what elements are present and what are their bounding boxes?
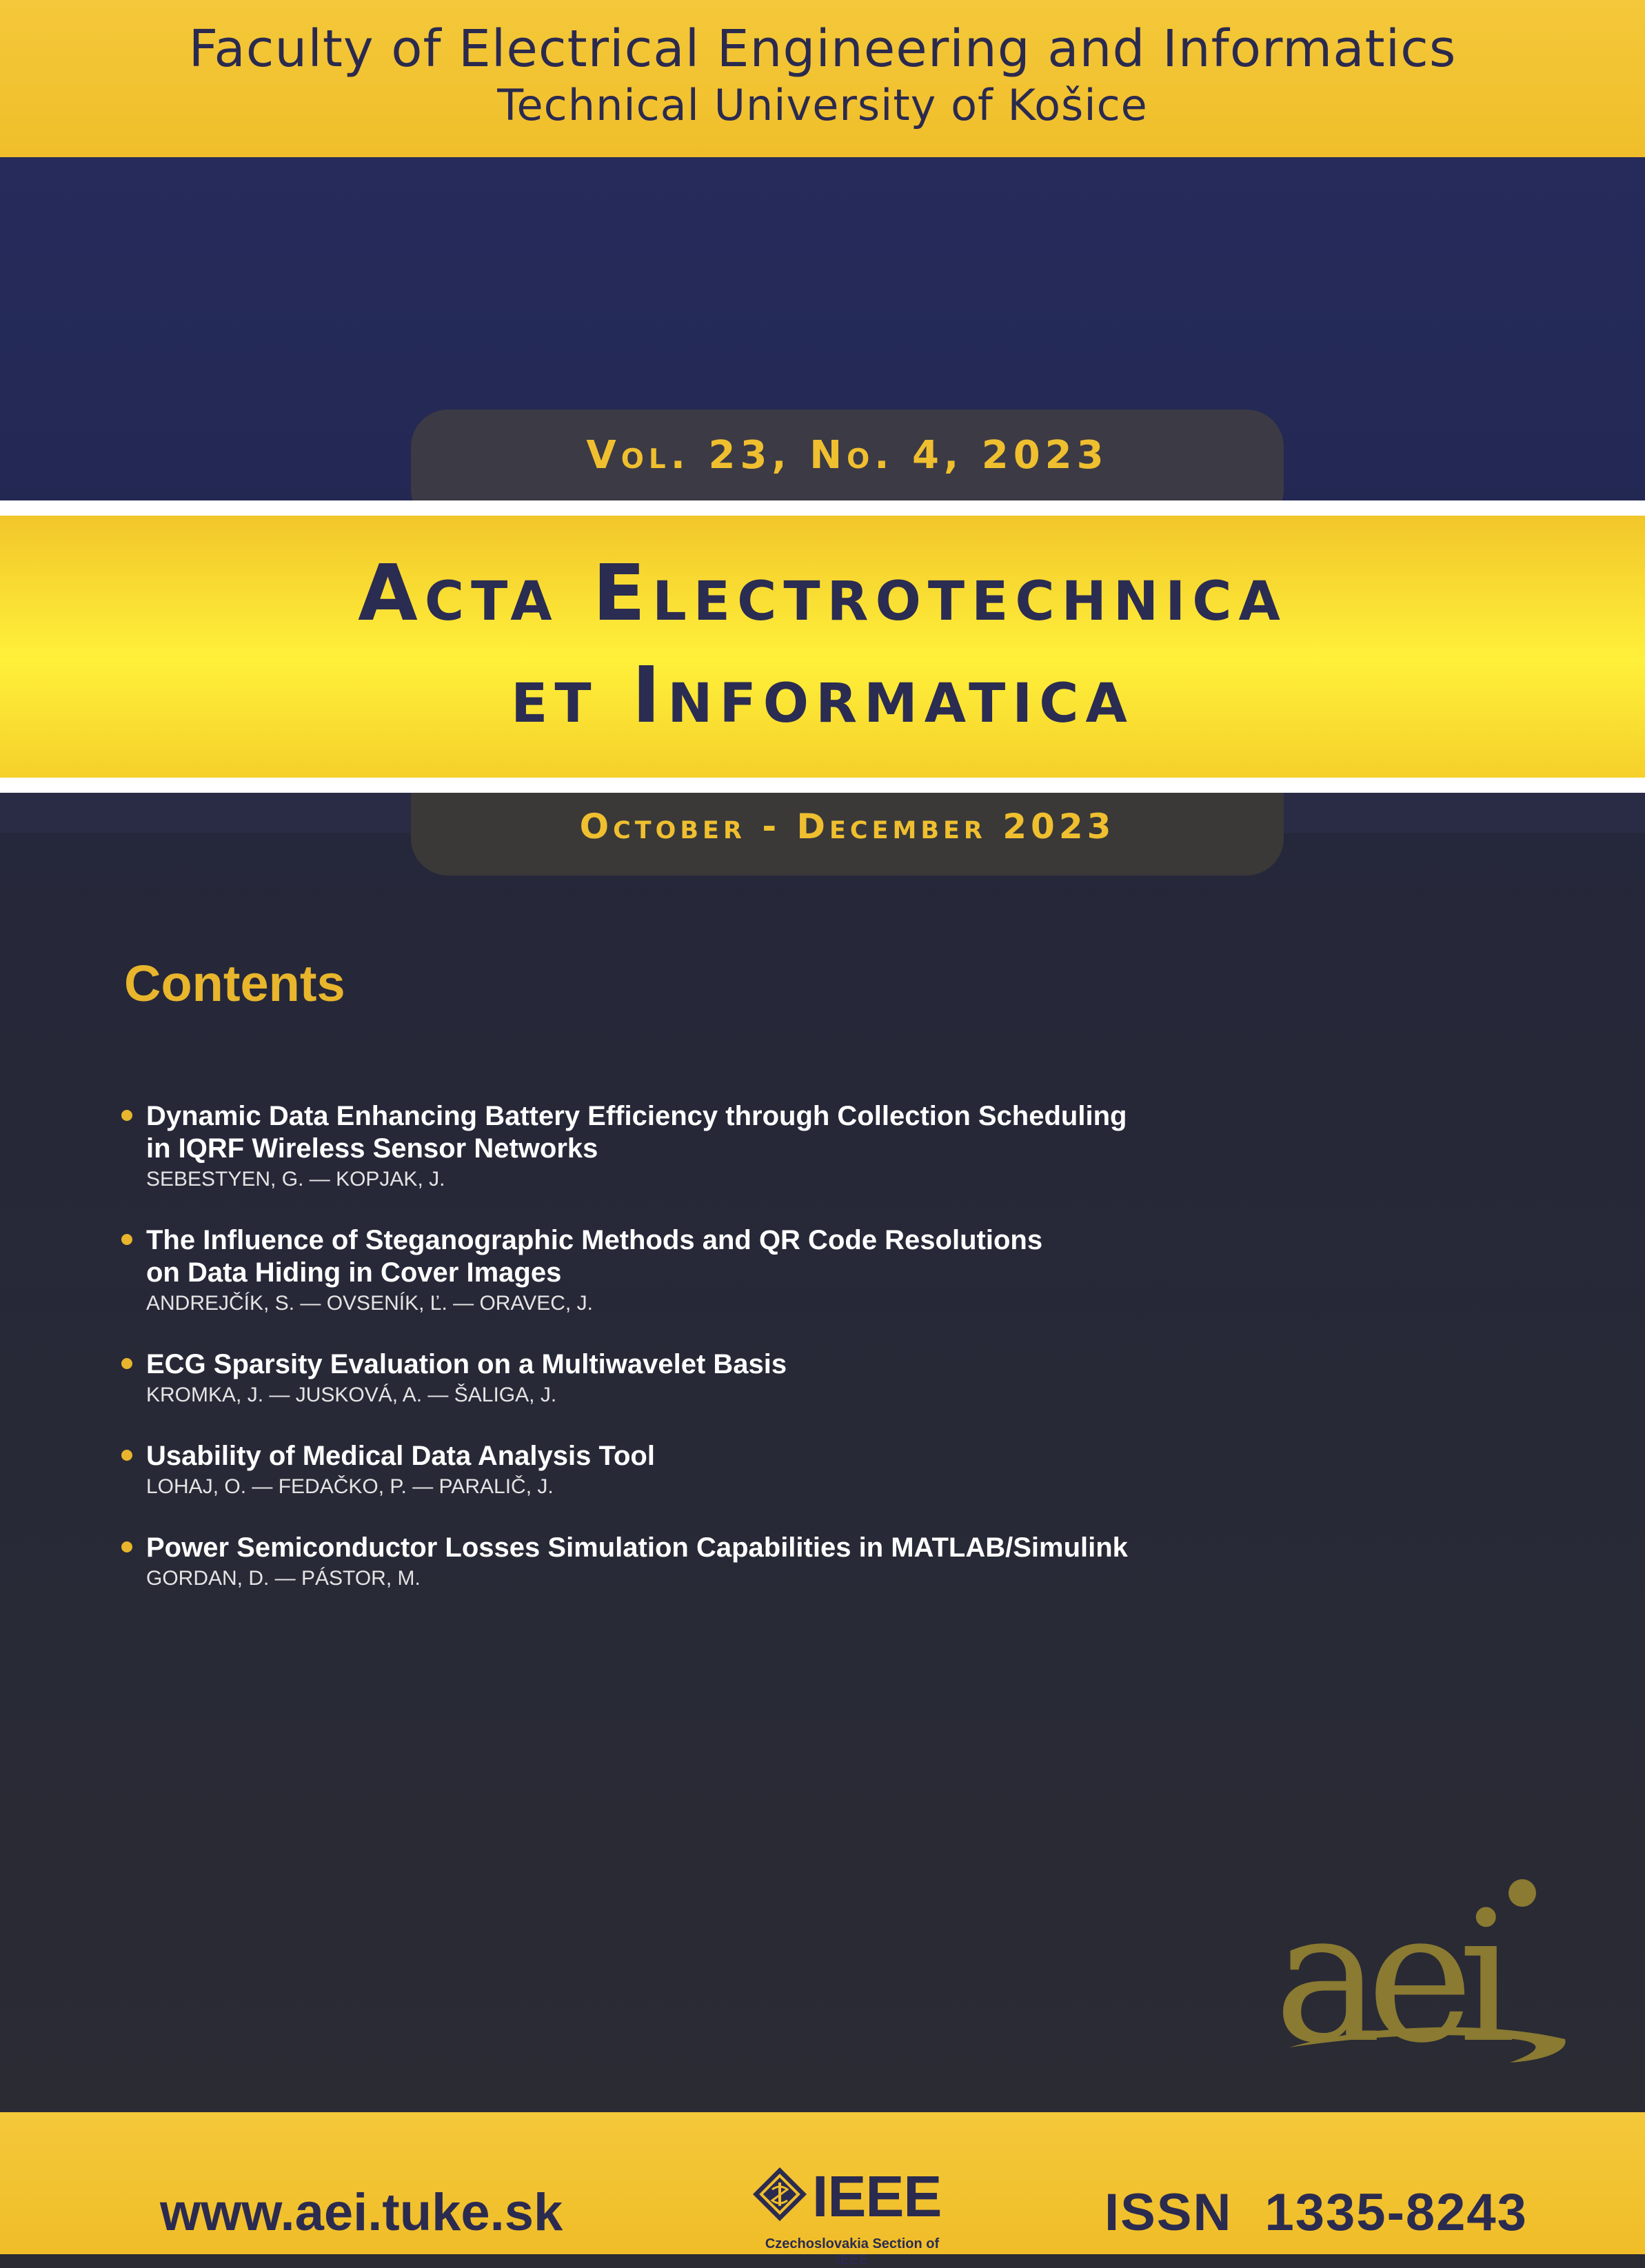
article-title: Power Semiconductor Losses Simulation Capabilities in MATLAB/Simulink: [146, 1532, 1128, 1563]
contents-entry: [121, 1100, 1224, 1193]
article-title: Dynamic Data Enhancing Battery Efficiency through Collection Scheduling in IQRF Wireless Sensor Networks: [146, 1101, 1127, 1164]
journal-title-line-1: Acta Electrotechnica: [358, 549, 1287, 638]
contents-entry: [121, 1348, 1224, 1408]
bullet-icon: [121, 1110, 132, 1121]
article-authors: LOHAJ, O. — FEDAČKO, P. — PARALIČ, J.: [146, 1475, 554, 1498]
article-authors: KROMKA, J. — JUSKOVÁ, A. — ŠALIGA, J.: [146, 1384, 557, 1406]
contents-heading: Contents: [124, 955, 345, 1012]
contents-list: [121, 1100, 1224, 1623]
article-authors: SEBESTYEN, G. — KOPJAK, J.: [146, 1168, 445, 1191]
university-name: Technical University of Košice: [497, 80, 1148, 130]
contents-entry: [121, 1440, 1224, 1500]
white-stripe-top: [0, 500, 1645, 516]
article-title: The Influence of Steganographic Methods and QR Code Resolutions on Data Hiding in Cover Images: [146, 1225, 1043, 1288]
contents-entry: [121, 1532, 1224, 1592]
article-title: ECG Sparsity Evaluation on a Multiwavelet Basis: [146, 1349, 787, 1379]
volume-number: Vol. 23, No. 4, 2023: [586, 433, 1109, 478]
website-link[interactable]: www.aei.tuke.sk: [160, 2183, 563, 2242]
issn: ISSN 1335-8243: [1104, 2183, 1528, 2242]
issue-date: October - December 2023: [579, 807, 1116, 847]
article-authors: GORDAN, D. — PÁSTOR, M.: [146, 1567, 421, 1590]
bullet-icon: [121, 1234, 132, 1245]
aei-logo: aei: [1274, 1872, 1502, 2083]
white-stripe-bottom: [0, 778, 1645, 793]
article-title: Usability of Medical Data Analysis Tool: [146, 1441, 655, 1471]
journal-title-line-2: et Informatica: [511, 651, 1134, 740]
bullet-icon: [121, 1358, 132, 1369]
ieee-logo: IEEE: [812, 2164, 942, 2229]
ieee-section-label: Czechoslovakia Section of IEEE: [765, 2236, 940, 2267]
bullet-icon: [121, 1450, 132, 1461]
faculty-name: Faculty of Electrical Engineering and Informatics: [188, 19, 1457, 79]
bullet-icon: [121, 1541, 132, 1552]
contents-entry: [121, 1224, 1224, 1317]
ieee-diamond-icon: [751, 2166, 808, 2223]
article-authors: ANDREJČÍK, S. — OVSENÍK, Ľ. — ORAVEC, J.: [146, 1292, 593, 1315]
